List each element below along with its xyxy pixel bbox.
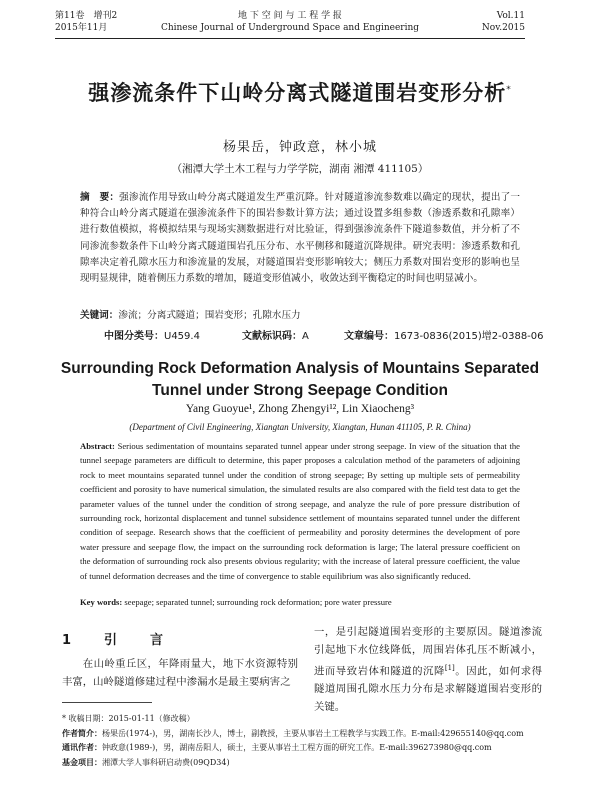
doc-code-value: A bbox=[302, 331, 309, 342]
body-right-text-2: 。因此，如何求得隧道周围孔隙水压力分布是求解隧道围岩变形的关键。 bbox=[314, 665, 543, 714]
doc-code-label: 文献标识码： bbox=[242, 331, 302, 342]
body-text-right-column bbox=[314, 623, 542, 716]
abstract-cn bbox=[80, 190, 520, 287]
footnote-funding bbox=[62, 756, 542, 771]
keywords-cn bbox=[80, 307, 520, 321]
header-journal-en: Chinese Journal of Underground Space and Engineering bbox=[160, 23, 420, 33]
authors-en: Yang Guoyue¹, Zhong Zhengyi¹², Lin Xiaocheng³ bbox=[185, 403, 415, 415]
clc-label: 中图分类号： bbox=[104, 331, 164, 342]
clc-value: U459.4 bbox=[164, 331, 200, 342]
keywords-en-label: Key words: bbox=[80, 597, 123, 607]
paper-title-cn-text: 强渗流条件下山岭分离式隧道围岩变形分析 bbox=[88, 81, 507, 105]
body-text-left-column: 在山岭重丘区，年降雨量大，地下水资源特别丰富，山岭隧道修建过程中渗漏水是最主要病害之 bbox=[62, 658, 298, 688]
footnote-received: * 收稿日期：2015-01-11（修改稿） bbox=[62, 714, 195, 723]
abstract-cn-text: 强渗流作用导致山岭分离式隧道发生严重沉降。针对隧道渗流参数难以确定的现状，提出了一种符合山岭分离式隧道在强渗流条件下的围岩参数计算方法；通过设置多组参数（渗透系数和孔隙率）进行数值模拟，将模拟结果与现场实测数据进行对比验证，得到强渗流条件下隧道参数值，并分析了不同渗流参数条件下山岭分离式隧道围岩孔压分布、水平侧移和隧道沉降规律。研究表明：渗透系数和孔隙率决定着孔隙水压力和渗流量的发展，对隧道围岩变形影响较大；侧压力系数对围岩变形的影响也呈现明显规律，随着侧压力系数的增加，隧道变形值减小，收敛达到平衡稳定的时间也明显减小。 bbox=[80, 192, 521, 285]
header-vol-en bbox=[482, 10, 525, 34]
document-code bbox=[242, 327, 309, 342]
authors-cn: 杨果岳，钟政意，林小城 bbox=[222, 140, 377, 155]
footnote-corresponding-author bbox=[62, 741, 542, 756]
article-no-value: 1673-0836(2015)增2-0388-06 bbox=[394, 331, 544, 342]
citation-ref: [1] bbox=[444, 664, 455, 672]
keywords-cn-label: 关键词： bbox=[80, 310, 119, 321]
keywords-en-text: seepage; separated tunnel; surrounding rock deformation; pore water pressure bbox=[124, 597, 392, 607]
header-volume-issue: 第11卷 增刊2 bbox=[55, 11, 118, 21]
footnotes bbox=[62, 712, 542, 770]
body-right-text-1: 一，是引起隧道围岩变形的主要原因。隧道渗流引起地下水位线降低，周围岩体孔压不断减小，进而导致岩体和隧道的沉降 bbox=[314, 626, 542, 678]
paper-title-en-line2: Tunnel under Strong Seepage Condition bbox=[152, 382, 448, 399]
bio1-label: 作者简介： bbox=[62, 728, 102, 738]
article-no-label: 文章编号： bbox=[344, 331, 394, 342]
header-journal-cn: 地 下 空 间 与 工 程 学 报 bbox=[238, 11, 342, 21]
header-rule bbox=[55, 38, 525, 39]
footnote-author-bio bbox=[62, 727, 542, 742]
affiliation-cn: （湘潭大学土木工程与力学学院，湖南 湘潭 411105） bbox=[171, 163, 429, 175]
header-date-en: Nov.2015 bbox=[481, 23, 525, 33]
paper-title-en-line1: Surrounding Rock Deformation Analysis of Mountains Separated bbox=[60, 360, 540, 377]
paper-title-en bbox=[0, 358, 600, 402]
footnote-rule bbox=[62, 702, 152, 703]
title-footnote-mark: * bbox=[506, 85, 512, 95]
abstract-en-label: Abstract: bbox=[80, 441, 115, 451]
abstract-en bbox=[80, 439, 520, 583]
fund-label: 基金项目： bbox=[62, 757, 102, 767]
bio2-label: 通讯作者： bbox=[62, 743, 102, 752]
header-journal bbox=[55, 10, 525, 34]
abstract-en-text: Serious sedimentation of mountains separated tunnel appear under strong seepage. In view of the situation that the tunnel seepage parameters are difficult to determine, this paper proposes a calculation method of the parameters of adjoining rock to meet mountains separated tunnel under the condition of strong seepage; By setting up multiple sets of permeability coefficient and porosity to have numerical simulation, the simulated results are also compared with the field test data to get the parameter values of the tunnel under the condition of strong seepage, and analyze the rule of pore pressure distribution of surrounding rock, horizontal displacement and tunnel subsidence settlement of mountains separated tunnel under the different condition of seepage. Research shows that the coefficient of permeability and porosity determines the development of pore water pressure and seepage flow, the impact on the surrounding rock deformation is large; The lateral pressure coefficient on the deformation of surrounding rock also presents obvious regularity; with the increase of lateral pressure coefficient, the value of tunnel deformation decreases and the time of convergence to stable equilibrium was also significantly reduced. bbox=[80, 441, 520, 581]
clc-number bbox=[104, 327, 200, 342]
section-heading-introduction: 1 引 言 bbox=[62, 633, 174, 648]
paper-title-cn bbox=[0, 77, 600, 107]
keywords-en bbox=[80, 597, 520, 607]
running-header bbox=[55, 10, 525, 44]
abstract-cn-label: 摘 要： bbox=[80, 192, 120, 203]
bio1-text: 杨果岳(1974-)，男，湖南长沙人，博士，副教授，主要从事岩土工程教学与实践工作。E-mail:429655140@qq.com bbox=[102, 728, 524, 738]
header-date-cn: 2015年11月 bbox=[55, 23, 108, 33]
affiliation-en: (Department of Civil Engineering, Xiangtan University, Xiangtan, Hunan 411105, P. R. China) bbox=[129, 422, 471, 432]
keywords-cn-text: 渗流；分离式隧道；围岩变形；孔隙水压力 bbox=[118, 310, 301, 321]
fund-text: 湘潭大学人事科研启动费(09QD34) bbox=[102, 757, 230, 767]
bio2-text: 钟政意(1989-)，男，湖南岳阳人，硕士，主要从事岩土工程方面的研究工作。E-mail:396273980@qq.com bbox=[102, 743, 492, 752]
header-vol: Vol.11 bbox=[496, 11, 525, 21]
article-number bbox=[344, 327, 544, 342]
